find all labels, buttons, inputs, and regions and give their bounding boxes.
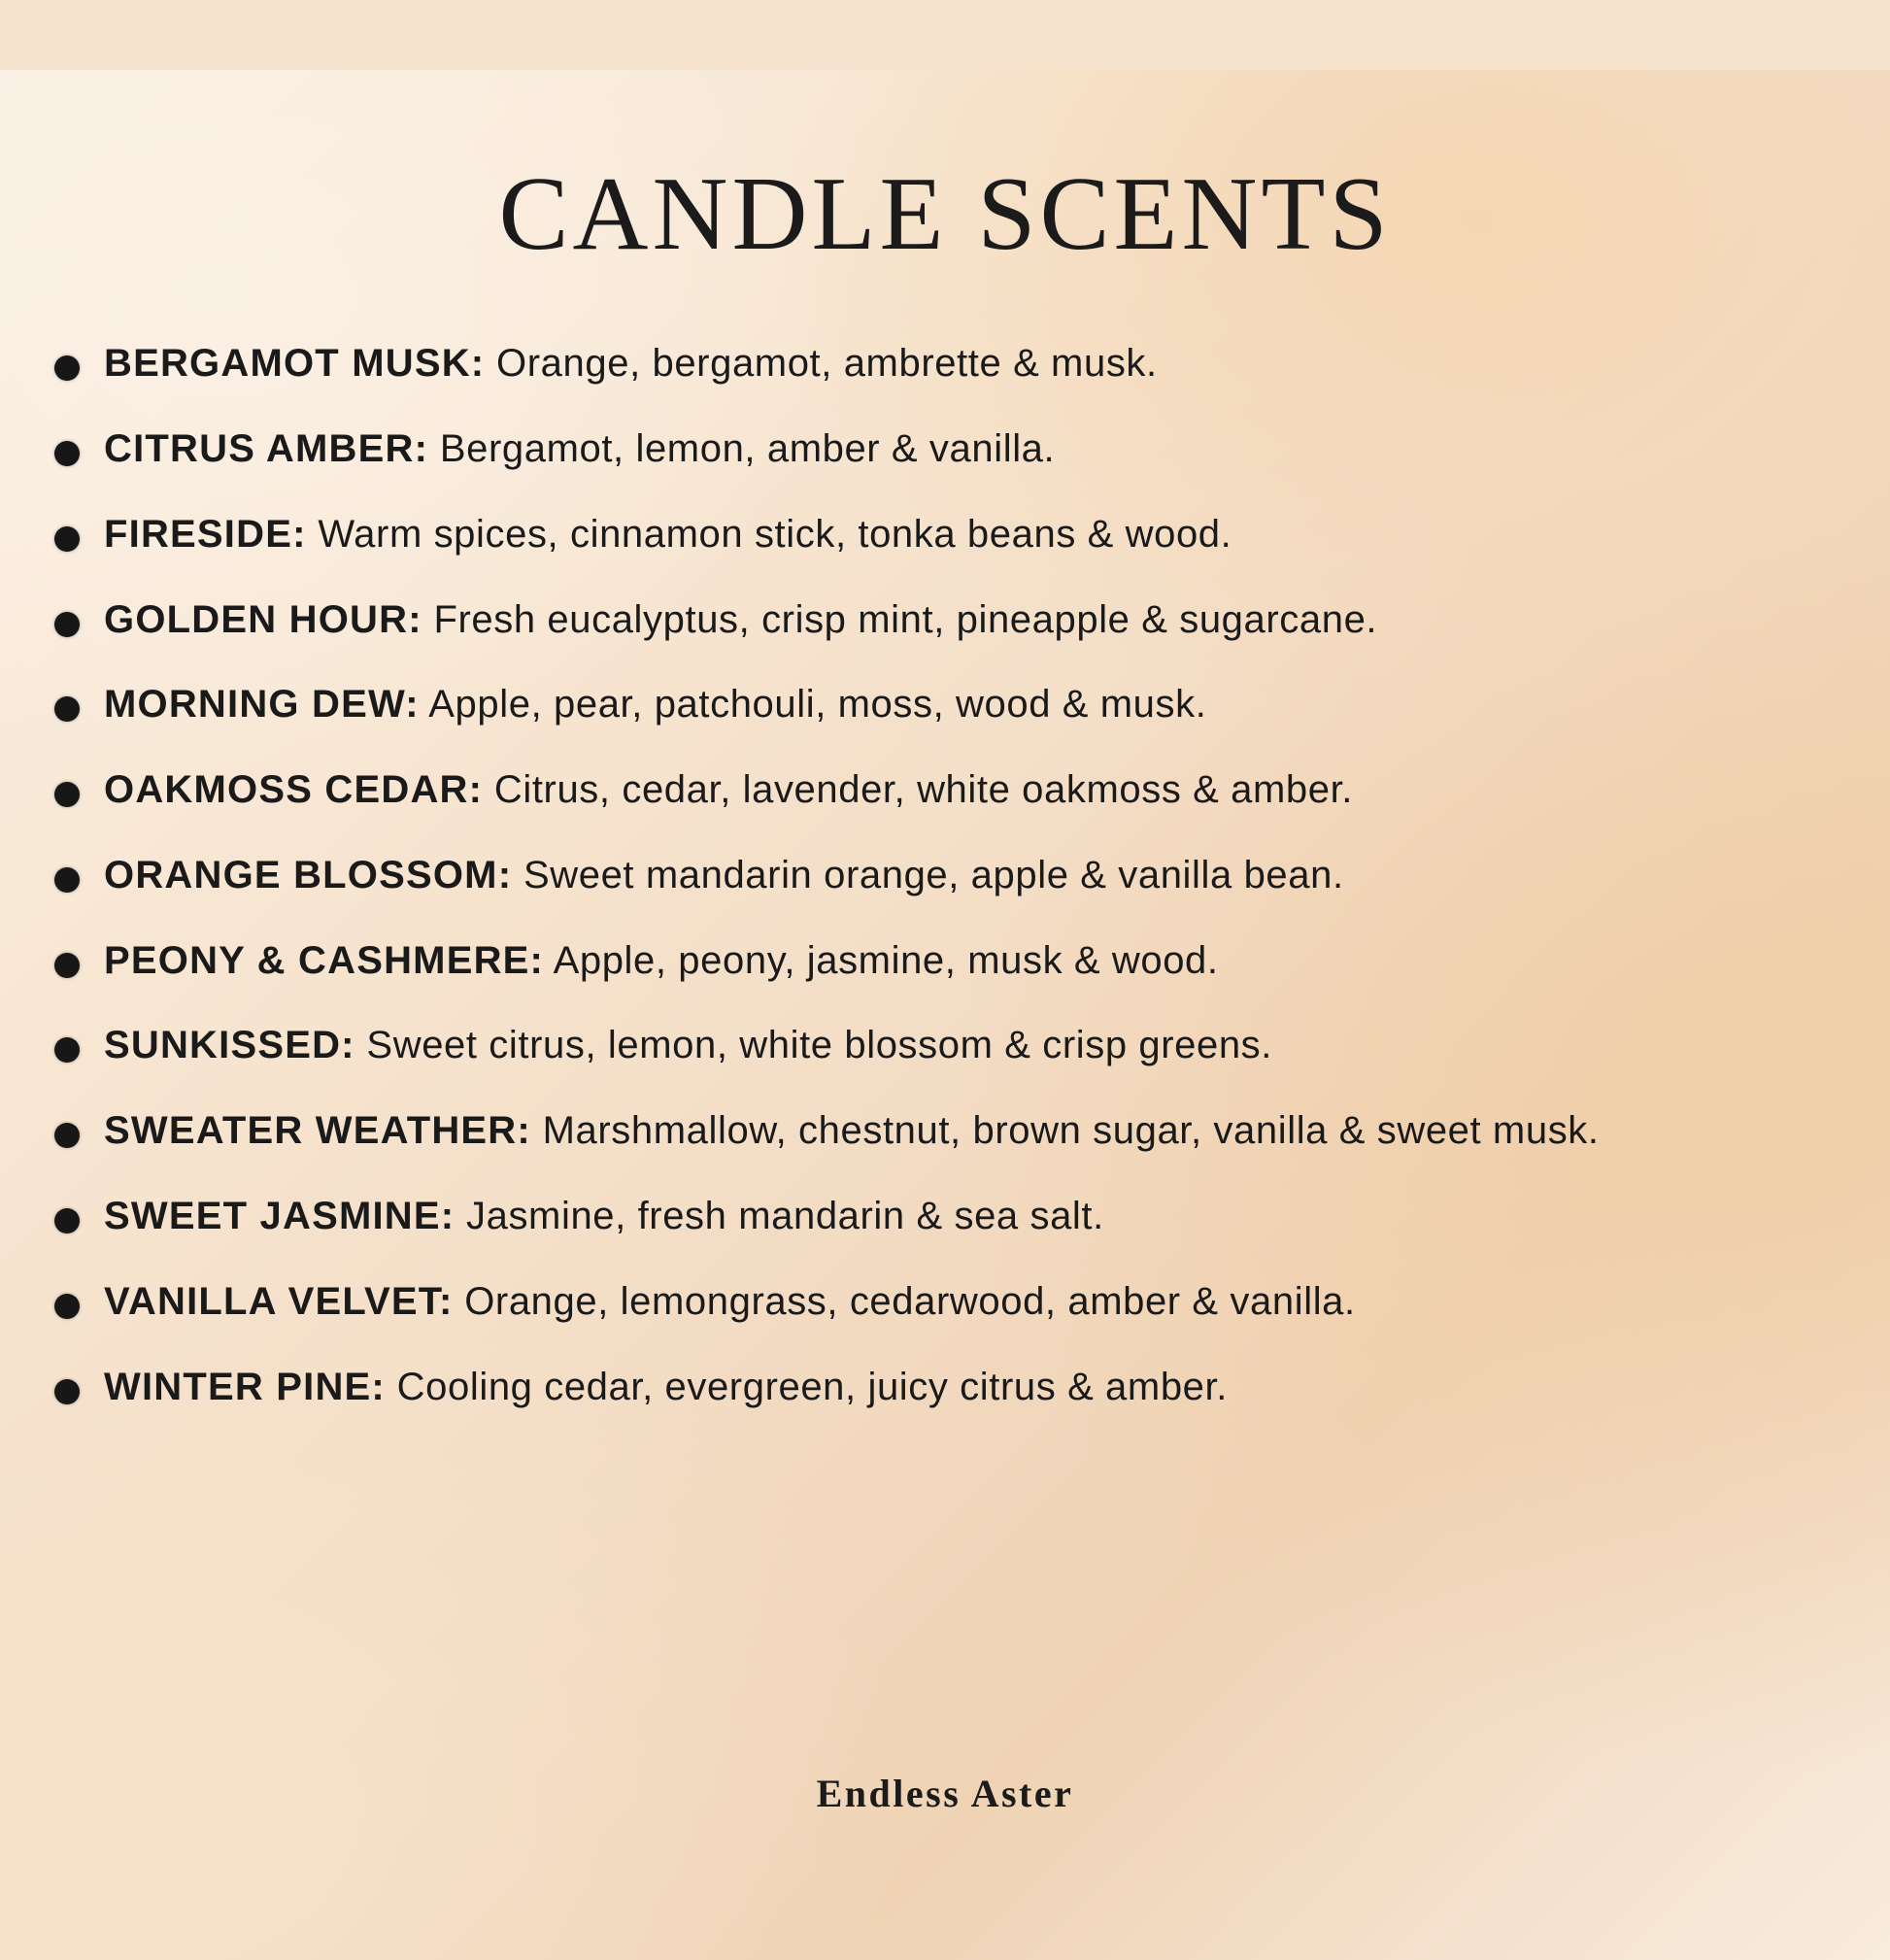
scent-description: Warm spices, cinnamon stick, tonka beans & wood. (318, 512, 1232, 556)
scent-name: OAKMOSS CEDAR: (104, 768, 484, 812)
list-item (0, 1022, 1890, 1069)
scent-name: VANILLA VELVET: (104, 1279, 454, 1323)
scent-description: Cooling cedar, evergreen, juicy citrus & amber. (396, 1365, 1228, 1408)
scent-entry (104, 596, 1377, 644)
bullet-icon (54, 441, 80, 466)
scent-description: Sweet citrus, lemon, white blossom & crisp greens. (366, 1024, 1272, 1067)
bullet-icon (54, 782, 80, 807)
scent-entry (104, 511, 1232, 558)
scent-entry (104, 1193, 1104, 1240)
scent-name: ORANGE BLOSSOM: (104, 853, 513, 896)
list-item (0, 596, 1890, 644)
candle-scents-poster (0, 70, 1890, 1960)
scent-name: BERGAMOT MUSK: (104, 342, 486, 386)
scent-name: MORNING DEW: (104, 683, 420, 727)
scent-description: Sweet mandarin orange, apple & vanilla bean. (523, 853, 1344, 896)
scent-description: Apple, peony, jasmine, musk & wood. (553, 938, 1219, 982)
bullet-icon (54, 953, 80, 978)
scent-entry (104, 937, 1219, 985)
list-item (0, 1278, 1890, 1326)
scent-name: WINTER PINE: (104, 1365, 386, 1408)
scent-description: Bergamot, lemon, amber & vanilla. (439, 426, 1056, 470)
bullet-icon (54, 1294, 80, 1319)
bullet-icon (54, 612, 80, 637)
scent-name: FIRESIDE: (104, 512, 307, 556)
page-title: CANDLE SCENTS (498, 156, 1392, 273)
bullet-icon (54, 355, 80, 381)
scent-entry (104, 1278, 1356, 1326)
list-item (0, 511, 1890, 558)
scent-entry (104, 340, 1158, 388)
scent-description: Orange, lemongrass, cedarwood, amber & vanilla. (464, 1279, 1356, 1323)
scent-entry (104, 1364, 1228, 1411)
scent-name: SUNKISSED: (104, 1024, 355, 1067)
scent-name: GOLDEN HOUR: (104, 597, 422, 641)
bullet-icon (54, 696, 80, 722)
scent-entry (104, 681, 1206, 728)
bullet-icon (54, 1208, 80, 1233)
list-item (0, 425, 1890, 473)
bullet-icon (54, 867, 80, 893)
scent-name: SWEET JASMINE: (104, 1195, 456, 1238)
list-item (0, 852, 1890, 899)
scent-entry (104, 852, 1344, 899)
scent-name: CITRUS AMBER: (104, 426, 429, 470)
list-item (0, 1193, 1890, 1240)
scent-entry (104, 1022, 1272, 1069)
brand-name: Endless Aster (816, 1772, 1074, 1816)
scent-description: Fresh eucalyptus, crisp mint, pineapple & sugarcane. (433, 597, 1378, 641)
bullet-icon (54, 1037, 80, 1063)
scent-entry (104, 425, 1055, 473)
scent-description: Orange, bergamot, ambrette & musk. (496, 342, 1158, 386)
list-item (0, 766, 1890, 814)
list-item (0, 1364, 1890, 1411)
scent-entry (104, 1107, 1600, 1155)
scent-entry (104, 766, 1353, 814)
scent-name: PEONY & CASHMERE: (104, 938, 545, 982)
scent-description: Apple, pear, patchouli, moss, wood & musk. (428, 683, 1207, 727)
bullet-icon (54, 1123, 80, 1148)
list-item (0, 681, 1890, 728)
list-item (0, 1107, 1890, 1155)
list-item (0, 937, 1890, 985)
bullet-icon (54, 1379, 80, 1404)
list-item (0, 340, 1890, 388)
scent-name: SWEATER WEATHER: (104, 1109, 531, 1153)
bullet-icon (54, 526, 80, 552)
scent-description: Marshmallow, chestnut, brown sugar, vanilla & sweet musk. (542, 1109, 1600, 1153)
scent-list (0, 340, 1890, 1410)
scent-description: Citrus, cedar, lavender, white oakmoss & amber. (493, 768, 1354, 812)
scent-description: Jasmine, fresh mandarin & sea salt. (466, 1195, 1104, 1238)
